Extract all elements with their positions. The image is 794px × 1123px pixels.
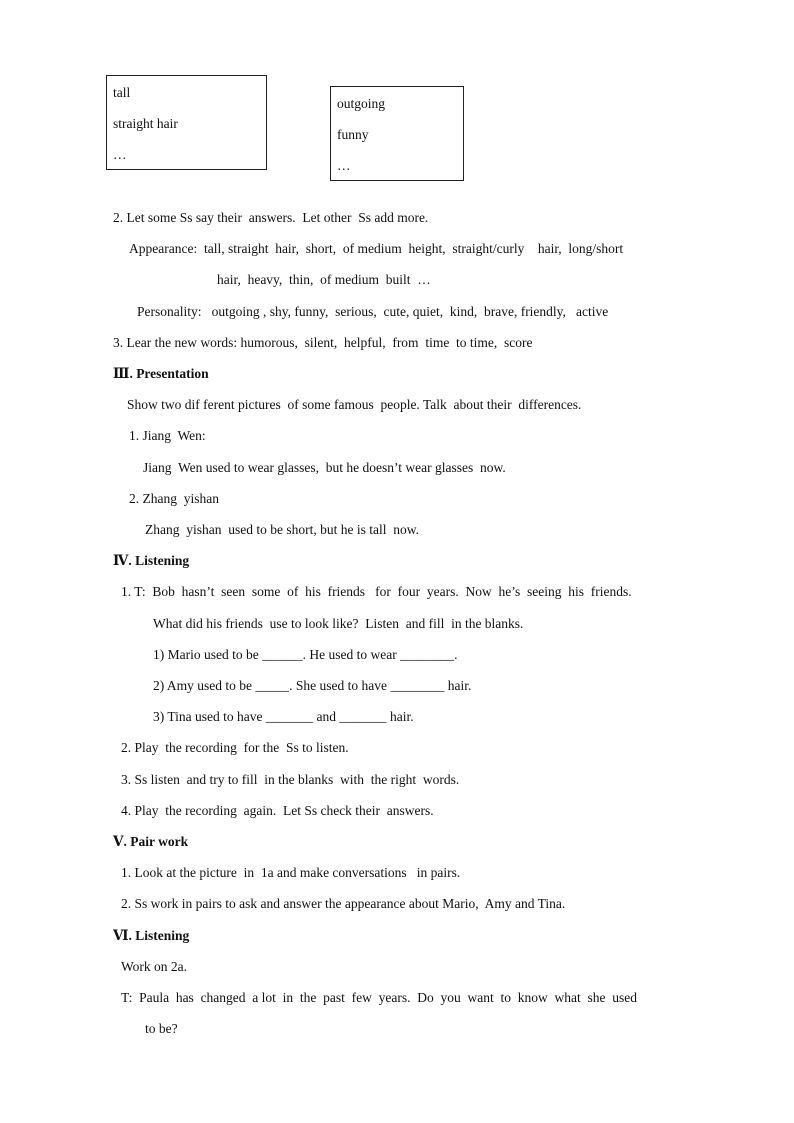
text-line: hair, heavy, thin, of medium built …: [217, 272, 431, 287]
text-line: 2. Ss work in pairs to ask and answer the appearance about Mario, Amy and Tina.: [121, 896, 566, 911]
text-line: Show two dif ferent pictures of some famous people. Talk about their differences.: [127, 397, 582, 412]
text-line: 2. Let some Ss say their answers. Let other Ss add more.: [113, 210, 429, 225]
section-heading: Ⅵ. Listening: [113, 928, 190, 943]
text-line: 1. Jiang Wen:: [129, 428, 206, 443]
text-line: 3. Ss listen and try to fill in the blanks with the right words.: [121, 772, 460, 787]
text-line: Personality: outgoing , shy, funny, serious, cute, quiet, kind, brave, friendly, active: [137, 304, 609, 319]
section-heading: Ⅲ. Presentation: [113, 366, 209, 381]
section-heading: Ⅳ. Listening: [113, 553, 190, 568]
personality-box: [330, 86, 464, 181]
text-line: 2. Zhang yishan: [129, 491, 219, 506]
box-word: …: [113, 147, 127, 162]
text-line: 3. Lear the new words: humorous, silent, helpful, from time to time, score: [113, 335, 533, 350]
text-line: 4. Play the recording again. Let Ss check their answers.: [121, 803, 434, 818]
appearance-box: [106, 75, 267, 170]
blank-item: 2) Amy used to be _____. She used to have ________ hair.: [153, 678, 472, 693]
text-line: 2. Play the recording for the Ss to listen.: [121, 740, 349, 755]
box-word: outgoing: [337, 96, 386, 111]
text-line: 1. Look at the picture in 1a and make conversations in pairs.: [121, 865, 461, 880]
text-line: Appearance: tall, straight hair, short, of medium height, straight/curly hair, long/short: [129, 241, 624, 256]
box-word: straight hair: [113, 116, 178, 131]
box-word: funny: [337, 127, 369, 142]
text-line: Work on 2a.: [121, 959, 188, 974]
box-word: tall: [113, 85, 131, 100]
text-line: What did his friends use to look like? Listen and fill in the blanks.: [153, 616, 524, 631]
blank-item: 3) Tina used to have _______ and _______ hair.: [153, 709, 414, 724]
text-line: to be?: [145, 1021, 178, 1036]
blank-item: 1) Mario used to be ______. He used to wear ________.: [153, 647, 458, 662]
text-line: Jiang Wen used to wear glasses, but he doesn’t wear glasses now.: [143, 460, 506, 475]
box-word: …: [337, 158, 351, 173]
section-heading: Ⅴ. Pair work: [113, 834, 189, 849]
text-line: T: Paula has changed a lot in the past few years. Do you want to know what she used: [121, 990, 637, 1005]
text-line: 1. T: Bob hasn’t seen some of his friends for four years. Now he’s seeing his friends.: [121, 584, 632, 599]
text-line: Zhang yishan used to be short, but he is tall now.: [145, 522, 419, 537]
